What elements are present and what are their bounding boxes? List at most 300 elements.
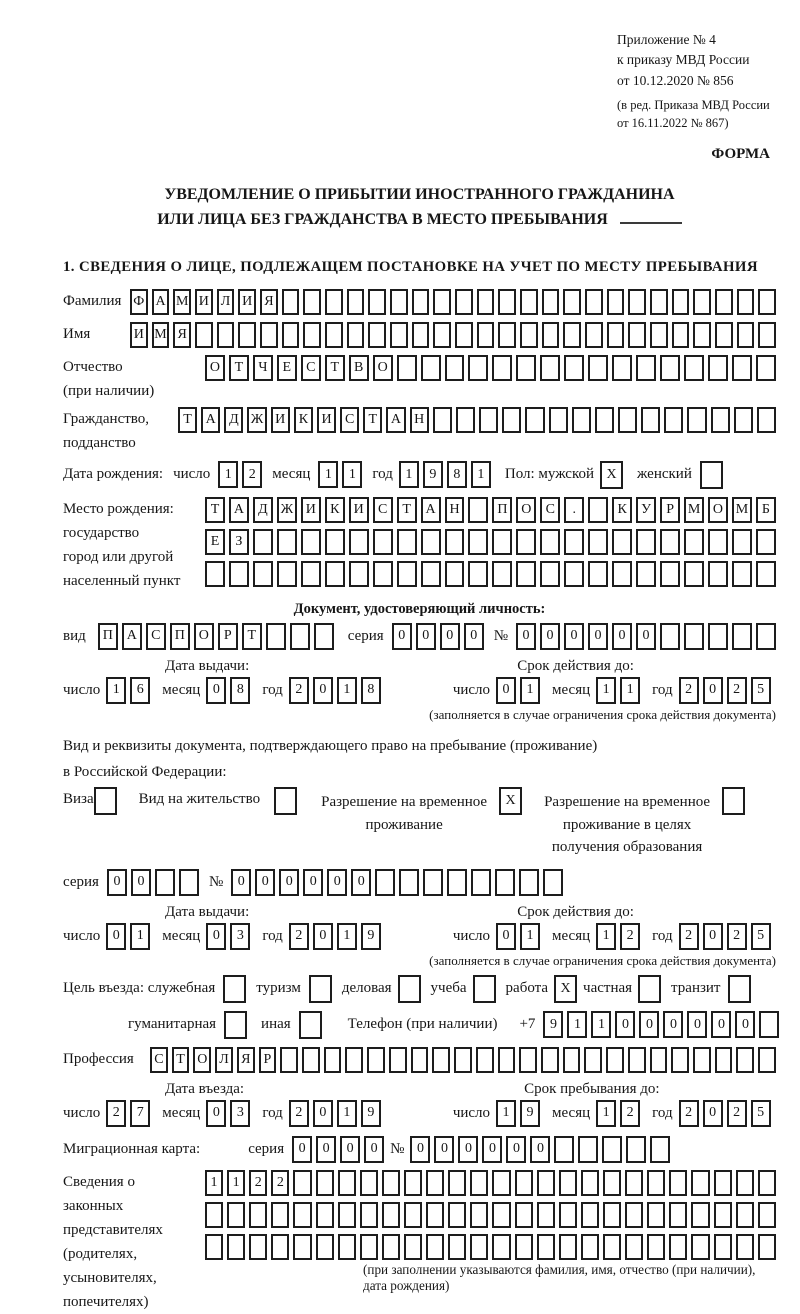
- form-cell[interactable]: [302, 1047, 320, 1073]
- form-cell[interactable]: [691, 1202, 709, 1228]
- form-cell[interactable]: [325, 561, 345, 587]
- form-cell[interactable]: [756, 529, 776, 555]
- form-cell[interactable]: [249, 1202, 267, 1228]
- form-cell[interactable]: [708, 623, 728, 650]
- form-cell[interactable]: [447, 869, 467, 896]
- form-cell[interactable]: [585, 322, 603, 348]
- form-cell[interactable]: 1: [227, 1170, 245, 1196]
- form-cell[interactable]: [714, 1234, 732, 1260]
- form-cell[interactable]: [758, 322, 776, 348]
- form-cell[interactable]: В: [349, 355, 369, 381]
- form-cell[interactable]: [253, 561, 273, 587]
- form-cell[interactable]: О: [205, 355, 225, 381]
- form-cell[interactable]: [325, 289, 343, 315]
- form-cell[interactable]: [711, 407, 730, 433]
- form-cell[interactable]: 0: [313, 923, 333, 950]
- form-cell[interactable]: [672, 322, 690, 348]
- form-cell[interactable]: [758, 289, 776, 315]
- form-cell[interactable]: [516, 529, 536, 555]
- form-cell[interactable]: [205, 561, 225, 587]
- form-cell[interactable]: [563, 322, 581, 348]
- form-cell[interactable]: 0: [364, 1136, 384, 1163]
- form-cell[interactable]: [455, 322, 473, 348]
- form-cell[interactable]: [367, 1047, 385, 1073]
- form-cell[interactable]: 0: [434, 1136, 454, 1163]
- checkbox-cell[interactable]: [223, 975, 246, 1003]
- form-cell[interactable]: [588, 561, 608, 587]
- form-cell[interactable]: 0: [392, 623, 412, 650]
- form-cell[interactable]: [293, 1234, 311, 1260]
- form-cell[interactable]: [502, 407, 521, 433]
- form-cell[interactable]: [537, 1202, 555, 1228]
- form-cell[interactable]: [607, 289, 625, 315]
- form-cell[interactable]: [603, 1234, 621, 1260]
- form-cell[interactable]: С: [373, 497, 393, 523]
- form-cell[interactable]: [301, 561, 321, 587]
- form-cell[interactable]: [301, 529, 321, 555]
- form-cell[interactable]: [684, 529, 704, 555]
- form-cell[interactable]: 0: [636, 623, 656, 650]
- form-cell[interactable]: [266, 623, 286, 650]
- form-cell[interactable]: [578, 1136, 598, 1163]
- form-cell[interactable]: 2: [249, 1170, 267, 1196]
- form-cell[interactable]: И: [349, 497, 369, 523]
- form-cell[interactable]: [397, 529, 417, 555]
- form-cell[interactable]: [628, 1047, 646, 1073]
- form-cell[interactable]: [732, 529, 752, 555]
- form-cell[interactable]: [537, 1170, 555, 1196]
- form-cell[interactable]: Я: [237, 1047, 255, 1073]
- form-cell[interactable]: [540, 561, 560, 587]
- form-cell[interactable]: [757, 407, 776, 433]
- form-cell[interactable]: [612, 355, 632, 381]
- form-cell[interactable]: [602, 1136, 622, 1163]
- form-cell[interactable]: 1: [596, 677, 616, 704]
- form-cell[interactable]: Р: [660, 497, 680, 523]
- form-cell[interactable]: [421, 529, 441, 555]
- form-cell[interactable]: Ф: [130, 289, 148, 315]
- checkbox-cell[interactable]: [398, 975, 421, 1003]
- form-cell[interactable]: [737, 322, 755, 348]
- form-cell[interactable]: 0: [639, 1011, 659, 1038]
- form-cell[interactable]: 2: [242, 461, 262, 488]
- form-cell[interactable]: [360, 1202, 378, 1228]
- form-cell[interactable]: 1: [620, 677, 640, 704]
- form-cell[interactable]: Н: [445, 497, 465, 523]
- form-cell[interactable]: [421, 355, 441, 381]
- form-cell[interactable]: [470, 1234, 488, 1260]
- form-cell[interactable]: 1: [591, 1011, 611, 1038]
- form-cell[interactable]: [468, 561, 488, 587]
- checkbox-cell[interactable]: [309, 975, 332, 1003]
- form-cell[interactable]: [756, 623, 776, 650]
- form-cell[interactable]: [734, 407, 753, 433]
- form-cell[interactable]: [454, 1047, 472, 1073]
- form-cell[interactable]: Р: [259, 1047, 277, 1073]
- form-cell[interactable]: И: [130, 322, 148, 348]
- form-cell[interactable]: [664, 407, 683, 433]
- checkbox-cell[interactable]: X: [499, 787, 522, 815]
- checkbox-cell[interactable]: X: [554, 975, 577, 1003]
- form-cell[interactable]: 1: [399, 461, 419, 488]
- form-cell[interactable]: [373, 561, 393, 587]
- form-cell[interactable]: 2: [289, 1100, 309, 1127]
- form-cell[interactable]: А: [386, 407, 405, 433]
- form-cell[interactable]: 0: [687, 1011, 707, 1038]
- form-cell[interactable]: [390, 289, 408, 315]
- form-cell[interactable]: [205, 1234, 223, 1260]
- form-cell[interactable]: [373, 529, 393, 555]
- form-cell[interactable]: [660, 623, 680, 650]
- form-cell[interactable]: П: [492, 497, 512, 523]
- form-cell[interactable]: [612, 529, 632, 555]
- form-cell[interactable]: [595, 407, 614, 433]
- form-cell[interactable]: [647, 1234, 665, 1260]
- form-cell[interactable]: [563, 289, 581, 315]
- form-cell[interactable]: Т: [178, 407, 197, 433]
- form-cell[interactable]: [445, 355, 465, 381]
- form-cell[interactable]: [375, 869, 395, 896]
- form-cell[interactable]: 0: [292, 1136, 312, 1163]
- form-cell[interactable]: [155, 869, 175, 896]
- form-cell[interactable]: [625, 1170, 643, 1196]
- form-cell[interactable]: 0: [615, 1011, 635, 1038]
- form-cell[interactable]: С: [146, 623, 166, 650]
- form-cell[interactable]: Д: [224, 407, 243, 433]
- form-cell[interactable]: 2: [727, 923, 747, 950]
- form-cell[interactable]: [316, 1234, 334, 1260]
- form-cell[interactable]: [691, 1170, 709, 1196]
- form-cell[interactable]: [732, 561, 752, 587]
- form-cell[interactable]: О: [373, 355, 393, 381]
- form-cell[interactable]: 9: [423, 461, 443, 488]
- form-cell[interactable]: [515, 1170, 533, 1196]
- form-cell[interactable]: [349, 529, 369, 555]
- form-cell[interactable]: [588, 497, 608, 523]
- form-cell[interactable]: [382, 1170, 400, 1196]
- form-cell[interactable]: [572, 407, 591, 433]
- form-cell[interactable]: [249, 1234, 267, 1260]
- form-cell[interactable]: [477, 289, 495, 315]
- form-cell[interactable]: [628, 322, 646, 348]
- form-cell[interactable]: [636, 561, 656, 587]
- form-cell[interactable]: И: [238, 289, 256, 315]
- form-cell[interactable]: 2: [727, 1100, 747, 1127]
- form-cell[interactable]: [253, 529, 273, 555]
- form-cell[interactable]: П: [98, 623, 118, 650]
- form-cell[interactable]: [758, 1202, 776, 1228]
- form-cell[interactable]: [347, 289, 365, 315]
- form-cell[interactable]: 1: [596, 1100, 616, 1127]
- form-cell[interactable]: [549, 407, 568, 433]
- form-cell[interactable]: 0: [540, 623, 560, 650]
- form-cell[interactable]: [669, 1170, 687, 1196]
- form-cell[interactable]: Д: [253, 497, 273, 523]
- form-cell[interactable]: 1: [496, 1100, 516, 1127]
- form-cell[interactable]: [519, 1047, 537, 1073]
- form-cell[interactable]: 0: [506, 1136, 526, 1163]
- form-cell[interactable]: Т: [205, 497, 225, 523]
- form-cell[interactable]: [554, 1136, 574, 1163]
- form-cell[interactable]: [736, 1047, 754, 1073]
- form-cell[interactable]: Т: [325, 355, 345, 381]
- checkbox-cell[interactable]: [274, 787, 297, 815]
- form-cell[interactable]: [588, 355, 608, 381]
- form-cell[interactable]: [714, 1170, 732, 1196]
- checkbox-cell[interactable]: [722, 787, 745, 815]
- form-cell[interactable]: [758, 1047, 776, 1073]
- form-cell[interactable]: [588, 529, 608, 555]
- form-cell[interactable]: [541, 1047, 559, 1073]
- form-cell[interactable]: [492, 1234, 510, 1260]
- form-cell[interactable]: 1: [337, 677, 357, 704]
- form-cell[interactable]: Т: [172, 1047, 190, 1073]
- form-cell[interactable]: [564, 561, 584, 587]
- form-cell[interactable]: [540, 355, 560, 381]
- form-cell[interactable]: [368, 289, 386, 315]
- form-cell[interactable]: [564, 529, 584, 555]
- form-cell[interactable]: 3: [230, 923, 250, 950]
- form-cell[interactable]: [468, 497, 488, 523]
- form-cell[interactable]: 0: [564, 623, 584, 650]
- form-cell[interactable]: Ч: [253, 355, 273, 381]
- form-cell[interactable]: 1: [596, 923, 616, 950]
- form-cell[interactable]: [325, 322, 343, 348]
- form-cell[interactable]: 0: [416, 623, 436, 650]
- form-cell[interactable]: .: [564, 497, 584, 523]
- form-cell[interactable]: [338, 1170, 356, 1196]
- form-cell[interactable]: С: [340, 407, 359, 433]
- form-cell[interactable]: 0: [482, 1136, 502, 1163]
- form-cell[interactable]: 1: [520, 923, 540, 950]
- form-cell[interactable]: 2: [106, 1100, 126, 1127]
- form-cell[interactable]: [397, 355, 417, 381]
- form-cell[interactable]: [498, 322, 516, 348]
- form-cell[interactable]: [260, 322, 278, 348]
- form-cell[interactable]: [324, 1047, 342, 1073]
- form-cell[interactable]: [715, 1047, 733, 1073]
- form-cell[interactable]: Л: [217, 289, 235, 315]
- form-cell[interactable]: [498, 289, 516, 315]
- form-cell[interactable]: [603, 1202, 621, 1228]
- form-cell[interactable]: [368, 322, 386, 348]
- form-cell[interactable]: [736, 1202, 754, 1228]
- form-cell[interactable]: [650, 289, 668, 315]
- form-cell[interactable]: [448, 1202, 466, 1228]
- form-cell[interactable]: [477, 322, 495, 348]
- form-cell[interactable]: [325, 529, 345, 555]
- form-cell[interactable]: [650, 322, 668, 348]
- form-cell[interactable]: [293, 1202, 311, 1228]
- form-cell[interactable]: [492, 355, 512, 381]
- form-cell[interactable]: Т: [229, 355, 249, 381]
- form-cell[interactable]: А: [229, 497, 249, 523]
- form-cell[interactable]: [426, 1170, 444, 1196]
- form-cell[interactable]: 0: [316, 1136, 336, 1163]
- form-cell[interactable]: [612, 561, 632, 587]
- form-cell[interactable]: [636, 529, 656, 555]
- form-cell[interactable]: 0: [313, 677, 333, 704]
- form-cell[interactable]: 2: [620, 1100, 640, 1127]
- form-cell[interactable]: [585, 289, 603, 315]
- form-cell[interactable]: 1: [337, 1100, 357, 1127]
- form-cell[interactable]: Е: [277, 355, 297, 381]
- form-cell[interactable]: [423, 869, 443, 896]
- form-cell[interactable]: М: [173, 289, 191, 315]
- form-cell[interactable]: 0: [703, 677, 723, 704]
- form-cell[interactable]: 0: [458, 1136, 478, 1163]
- form-cell[interactable]: [516, 561, 536, 587]
- form-cell[interactable]: З: [229, 529, 249, 555]
- form-cell[interactable]: [691, 1234, 709, 1260]
- form-cell[interactable]: [618, 407, 637, 433]
- form-cell[interactable]: 0: [279, 869, 299, 896]
- form-cell[interactable]: [316, 1202, 334, 1228]
- form-cell[interactable]: [756, 561, 776, 587]
- form-cell[interactable]: 1: [567, 1011, 587, 1038]
- form-cell[interactable]: [179, 869, 199, 896]
- form-cell[interactable]: [684, 561, 704, 587]
- form-cell[interactable]: [479, 407, 498, 433]
- form-cell[interactable]: Б: [756, 497, 776, 523]
- form-cell[interactable]: [433, 407, 452, 433]
- form-cell[interactable]: 0: [255, 869, 275, 896]
- form-cell[interactable]: О: [193, 1047, 211, 1073]
- form-cell[interactable]: 1: [106, 677, 126, 704]
- form-cell[interactable]: 5: [751, 677, 771, 704]
- form-cell[interactable]: [687, 407, 706, 433]
- form-cell[interactable]: 0: [612, 623, 632, 650]
- form-cell[interactable]: [715, 322, 733, 348]
- form-cell[interactable]: К: [294, 407, 313, 433]
- form-cell[interactable]: 8: [361, 677, 381, 704]
- form-cell[interactable]: [495, 869, 515, 896]
- form-cell[interactable]: [314, 623, 334, 650]
- form-cell[interactable]: [316, 1170, 334, 1196]
- form-cell[interactable]: [758, 1234, 776, 1260]
- form-cell[interactable]: [349, 561, 369, 587]
- form-cell[interactable]: [671, 1047, 689, 1073]
- form-cell[interactable]: 0: [303, 869, 323, 896]
- form-cell[interactable]: 0: [327, 869, 347, 896]
- form-cell[interactable]: 8: [447, 461, 467, 488]
- form-cell[interactable]: [756, 355, 776, 381]
- form-cell[interactable]: 0: [106, 923, 126, 950]
- form-cell[interactable]: Я: [173, 322, 191, 348]
- form-cell[interactable]: Т: [363, 407, 382, 433]
- form-cell[interactable]: [732, 623, 752, 650]
- form-cell[interactable]: С: [540, 497, 560, 523]
- form-cell[interactable]: 0: [131, 869, 151, 896]
- form-cell[interactable]: [492, 529, 512, 555]
- form-cell[interactable]: 0: [206, 923, 226, 950]
- checkbox-cell[interactable]: [473, 975, 496, 1003]
- form-cell[interactable]: М: [684, 497, 704, 523]
- form-cell[interactable]: [426, 1202, 444, 1228]
- form-cell[interactable]: [303, 322, 321, 348]
- form-cell[interactable]: [519, 869, 539, 896]
- form-cell[interactable]: 0: [735, 1011, 755, 1038]
- form-cell[interactable]: [581, 1170, 599, 1196]
- form-cell[interactable]: [540, 529, 560, 555]
- form-cell[interactable]: [277, 561, 297, 587]
- form-cell[interactable]: [693, 1047, 711, 1073]
- form-cell[interactable]: [338, 1202, 356, 1228]
- form-cell[interactable]: [476, 1047, 494, 1073]
- form-cell[interactable]: 0: [231, 869, 251, 896]
- form-cell[interactable]: [347, 322, 365, 348]
- form-cell[interactable]: 1: [520, 677, 540, 704]
- checkbox-cell[interactable]: X: [600, 461, 623, 489]
- form-cell[interactable]: [736, 1234, 754, 1260]
- form-cell[interactable]: [758, 1170, 776, 1196]
- form-cell[interactable]: [672, 289, 690, 315]
- form-cell[interactable]: [606, 1047, 624, 1073]
- form-cell[interactable]: [492, 561, 512, 587]
- form-cell[interactable]: 2: [620, 923, 640, 950]
- form-cell[interactable]: 9: [520, 1100, 540, 1127]
- form-cell[interactable]: [542, 289, 560, 315]
- form-cell[interactable]: [421, 561, 441, 587]
- form-cell[interactable]: 0: [464, 623, 484, 650]
- form-cell[interactable]: [714, 1202, 732, 1228]
- form-cell[interactable]: [238, 322, 256, 348]
- form-cell[interactable]: [277, 529, 297, 555]
- form-cell[interactable]: 0: [351, 869, 371, 896]
- form-cell[interactable]: А: [201, 407, 220, 433]
- form-cell[interactable]: 0: [206, 1100, 226, 1127]
- form-cell[interactable]: 2: [679, 677, 699, 704]
- form-cell[interactable]: 0: [313, 1100, 333, 1127]
- form-cell[interactable]: О: [194, 623, 214, 650]
- form-cell[interactable]: [445, 561, 465, 587]
- checkbox-cell[interactable]: [728, 975, 751, 1003]
- form-cell[interactable]: 1: [471, 461, 491, 488]
- form-cell[interactable]: 3: [230, 1100, 250, 1127]
- form-cell[interactable]: [636, 355, 656, 381]
- form-cell[interactable]: [737, 289, 755, 315]
- form-cell[interactable]: [625, 1202, 643, 1228]
- form-cell[interactable]: [290, 623, 310, 650]
- form-cell[interactable]: [271, 1234, 289, 1260]
- form-cell[interactable]: [520, 289, 538, 315]
- form-cell[interactable]: [516, 355, 536, 381]
- form-cell[interactable]: [520, 322, 538, 348]
- form-cell[interactable]: [564, 355, 584, 381]
- form-cell[interactable]: [581, 1202, 599, 1228]
- form-cell[interactable]: [390, 322, 408, 348]
- form-cell[interactable]: [525, 407, 544, 433]
- form-cell[interactable]: [271, 1202, 289, 1228]
- form-cell[interactable]: [660, 529, 680, 555]
- form-cell[interactable]: [559, 1170, 577, 1196]
- form-cell[interactable]: [282, 322, 300, 348]
- form-cell[interactable]: [448, 1170, 466, 1196]
- form-cell[interactable]: 1: [318, 461, 338, 488]
- form-cell[interactable]: [389, 1047, 407, 1073]
- form-cell[interactable]: [397, 561, 417, 587]
- form-cell[interactable]: [360, 1170, 378, 1196]
- form-cell[interactable]: [382, 1202, 400, 1228]
- form-cell[interactable]: С: [301, 355, 321, 381]
- form-cell[interactable]: [708, 529, 728, 555]
- form-cell[interactable]: И: [317, 407, 336, 433]
- form-cell[interactable]: [759, 1011, 779, 1038]
- form-cell[interactable]: М: [732, 497, 752, 523]
- form-cell[interactable]: [492, 1170, 510, 1196]
- form-cell[interactable]: [448, 1234, 466, 1260]
- form-cell[interactable]: [584, 1047, 602, 1073]
